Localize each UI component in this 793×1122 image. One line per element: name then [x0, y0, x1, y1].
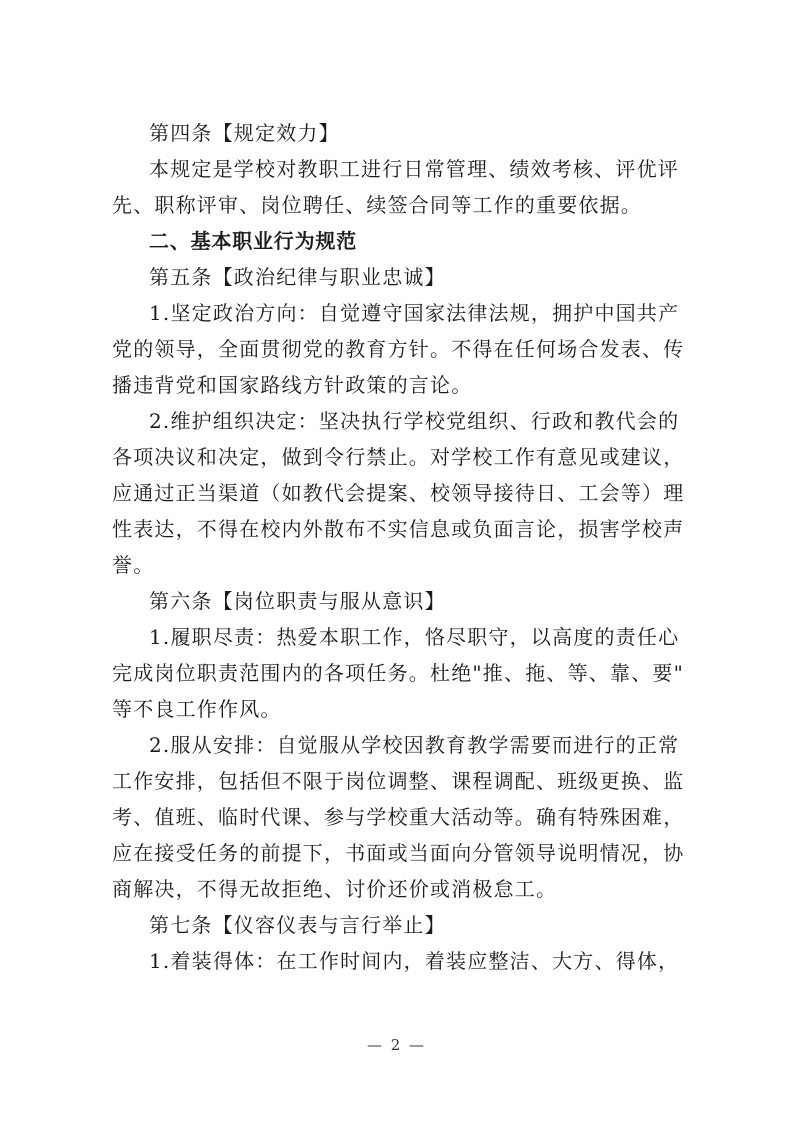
page-number: — 2 — [366, 1036, 427, 1054]
paragraph-line: 应在接受任务的前提下，书面或当面向分管领导说明情况，协 [112, 841, 685, 865]
paragraph-line: 考、值班、临时代课、参与学校重大活动等。确有特殊困难， [112, 805, 685, 829]
article-title: 第七条【仪容仪表与言行举止】 [149, 913, 446, 937]
paragraph-line: 性表达，不得在校内外散布不实信息或负面言论，损害学校声 [112, 517, 685, 541]
paragraph-line: 应通过正当渠道（如教代会提案、校领导接待日、工会等）理 [112, 481, 685, 505]
paragraph-line: 本规定是学校对教职工进行日常管理、绩效考核、评优评 [149, 157, 679, 181]
paragraph-line: 2.服从安排：自觉服从学校因教育教学需要而进行的正常 [149, 733, 680, 757]
article-title: 第五条【政治纪律与职业忠诚】 [149, 265, 446, 289]
paragraph-line: 播违背党和国家路线方针政策的言论。 [112, 373, 473, 397]
paragraph-line: 2.维护组织决定：坚决执行学校党组织、行政和教代会的 [149, 409, 680, 433]
paragraph-line: 先、职称评审、岗位聘任、续签合同等工作的重要依据。 [112, 193, 642, 217]
document-body [112, 115, 685, 979]
paragraph-line: 完成岗位职责范围内的各项任务。杜绝"推、拖、等、靠、要" [112, 661, 684, 685]
article-title: 第六条【岗位职责与服从意识】 [149, 589, 446, 613]
section-heading: 二、基本职业行为规范 [149, 229, 357, 253]
paragraph-line: 1.着装得体：在工作时间内，着装应整洁、大方、得体， [149, 949, 680, 973]
paragraph-line: 党的领导，全面贯彻党的教育方针。不得在任何场合发表、传 [112, 337, 685, 361]
paragraph-line: 商解决，不得无故拒绝、讨价还价或消极怠工。 [112, 877, 558, 901]
paragraph-line: 1.履职尽责：热爱本职工作，恪尽职守，以高度的责任心 [149, 625, 680, 649]
paragraph-line: 各项决议和决定，做到令行禁止。对学校工作有意见或建议， [112, 445, 685, 469]
paragraph-line: 工作安排，包括但不限于岗位调整、课程调配、班级更换、监 [112, 769, 685, 793]
paragraph-line: 1.坚定政治方向：自觉遵守国家法律法规，拥护中国共产 [149, 301, 680, 325]
paragraph-line: 誉。 [112, 553, 155, 577]
paragraph-line: 等不良工作作风。 [112, 697, 282, 721]
article-title: 第四条【规定效力】 [149, 121, 340, 145]
